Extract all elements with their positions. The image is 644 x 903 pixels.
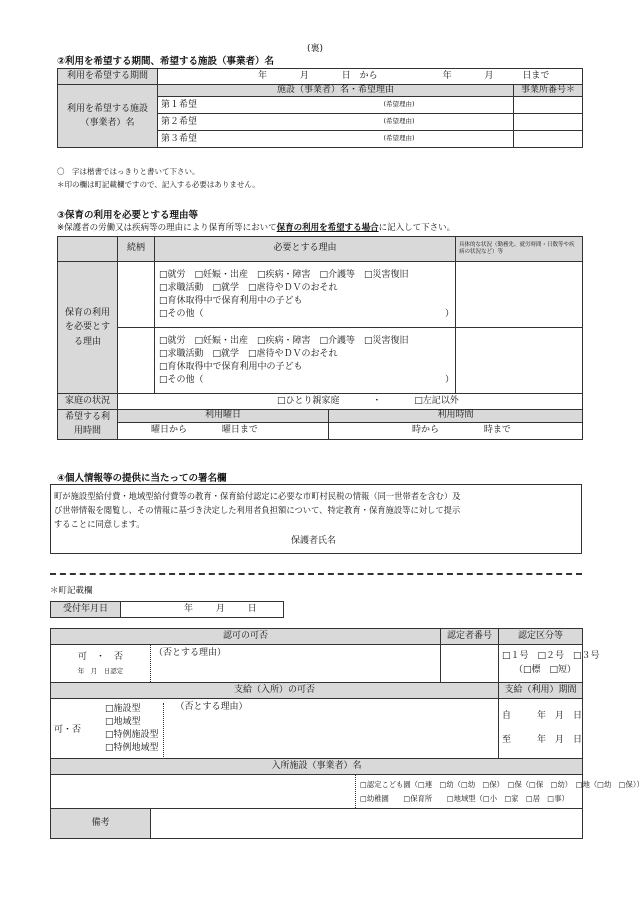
category-header: 認定区分等 [499, 629, 583, 645]
relation-header: 続柄 [118, 237, 155, 262]
reason-header: 必要とする理由 [155, 237, 456, 262]
facility-header: 入所施設（事業者）名 [51, 759, 583, 775]
facility-type-options[interactable]: □施設型 □地域型 □特例施設型 □特例地域型 [105, 703, 164, 759]
hours-header: 利用時間 [329, 410, 583, 423]
reason-table [57, 236, 583, 440]
approval-header: 認可の可否 [51, 629, 441, 645]
consent-text-line: び世帯情報を閲覧し、その情報に基づき決定した利用者負担額について、特定教育・保育施設等に対して提示 [54, 505, 461, 515]
approver-number-field[interactable] [441, 645, 499, 683]
remarks-label: 備考 [51, 809, 151, 839]
section-2-title: ②利用を希望する期間、希望する施設（事業者）名 [57, 56, 275, 67]
town-section-title: ＊町記載欄 [50, 586, 93, 596]
choice-row[interactable]: 第３希望 (希望理由) [58, 131, 583, 148]
guardian-name-label: 保護者氏名 [291, 536, 337, 546]
days-field[interactable]: 曜日から 曜日まで [118, 423, 329, 440]
page-side-label: (裏) [306, 44, 324, 54]
supply-yes-no[interactable]: 可・否 □施設型 □地域型 □特例施設型 □特例地域型 [51, 699, 151, 759]
section-3-note: ※保護者の労働又は疾病等の理由により保育所等において保育の利用を希望する場合に記入して下さい。 [57, 223, 456, 233]
period-field[interactable]: 年 月 日 から 年 月 日まで [158, 69, 583, 85]
facility-category-options[interactable]: □認定こども園（□連 □幼（□幼 □保） □保（□保 □幼） □地（□幼 □保）） □幼稚園 □保育所 □地域型（□小 □家 □居 □事） [356, 775, 583, 809]
note-handwriting: 〇 字は楷書ではっきりと書いて下さい。 [57, 167, 200, 176]
detail-header: 具体的な状況（勤務先、就労時間・日数等や疾病の状況など）等 [456, 237, 583, 262]
town-approval-table [50, 628, 644, 839]
supply-period-header: 支給（利用）期間 [499, 683, 583, 699]
reason-checkboxes[interactable]: □就労 □妊娠・出産 □疾病・障害 □介護等 □災害復旧 □求職活動 □就学 □虐待やＤＶのおそれ □育休取得中で保育利用中の子ども □その他（ ） [155, 328, 456, 394]
received-label: 受付年月日 [51, 602, 121, 618]
facility-name-field[interactable] [51, 775, 356, 809]
detail-field[interactable] [456, 328, 583, 394]
approval-yes-no[interactable]: 可 ・ 否 年 月 日認定 [51, 645, 151, 683]
reason-checkboxes[interactable]: □就労 □妊娠・出産 □疾病・障害 □介護等 □災害復旧 □求職活動 □就学 □虐待やＤＶのおそれ □育休取得中で保育利用中の子ども □その他（ ） [155, 262, 456, 328]
category-options[interactable]: □１号 □２号 □３号 （□標 □短） [499, 645, 583, 683]
supply-reject-reason[interactable]: （否とする理由） [151, 699, 499, 759]
office-number-header: 事業所番号＊ [514, 85, 583, 97]
facility-column-header: 施設（事業者）名・希望理由 [158, 85, 514, 97]
section-4-title: ④個人情報等の提供に当たっての署名欄 [57, 473, 227, 484]
reject-reason-field[interactable]: （否とする理由） [151, 645, 441, 683]
period-label: 利用を希望する期間 [58, 69, 158, 85]
supply-period-field[interactable]: 自 年 月 日 至 年 月 日 [499, 699, 583, 759]
guardian-name-field[interactable] [351, 535, 551, 549]
consent-box [50, 484, 582, 554]
relation-field[interactable] [118, 262, 155, 328]
relation-field[interactable] [118, 328, 155, 394]
received-date-table [50, 601, 284, 618]
facility-request-table [57, 68, 583, 148]
received-date-field[interactable]: 年 月 日 [121, 602, 284, 618]
hours-field[interactable]: 時から 時まで [329, 423, 583, 440]
reason-row-label: 保育の利用を必要とする理由 [58, 262, 118, 394]
consent-text-line: することに同意します。 [54, 519, 145, 529]
supply-header: 支給（入所）の可否 [51, 683, 499, 699]
choice-row[interactable]: 第２希望 (希望理由) [58, 114, 583, 131]
days-header: 利用曜日 [118, 410, 329, 423]
family-options[interactable]: □ひとり親家庭 ・ □左記以外 [118, 394, 583, 410]
remarks-field[interactable] [151, 809, 583, 839]
section-3-title: ③保育の利用を必要とする理由等 [57, 210, 199, 221]
facility-label: 利用を希望する施設（事業者）名 [58, 85, 158, 148]
family-label: 家庭の状況 [58, 394, 118, 410]
consent-text-line: 町が施設型給付費・地域型給付費等の教育・保育給付認定に必要な市町村民税の情報（同一世帯者を含む）及 [54, 491, 461, 501]
detail-field[interactable] [456, 262, 583, 328]
time-label: 希望する利用時間 [58, 410, 118, 440]
approver-number-header: 認定者番号 [441, 629, 499, 645]
cut-line [50, 573, 582, 575]
choice-row[interactable]: 第１希望 (希望理由) [58, 97, 583, 114]
note-town-field: ＊印の欄は町記載欄ですので、記入する必要はありません。 [57, 180, 260, 189]
